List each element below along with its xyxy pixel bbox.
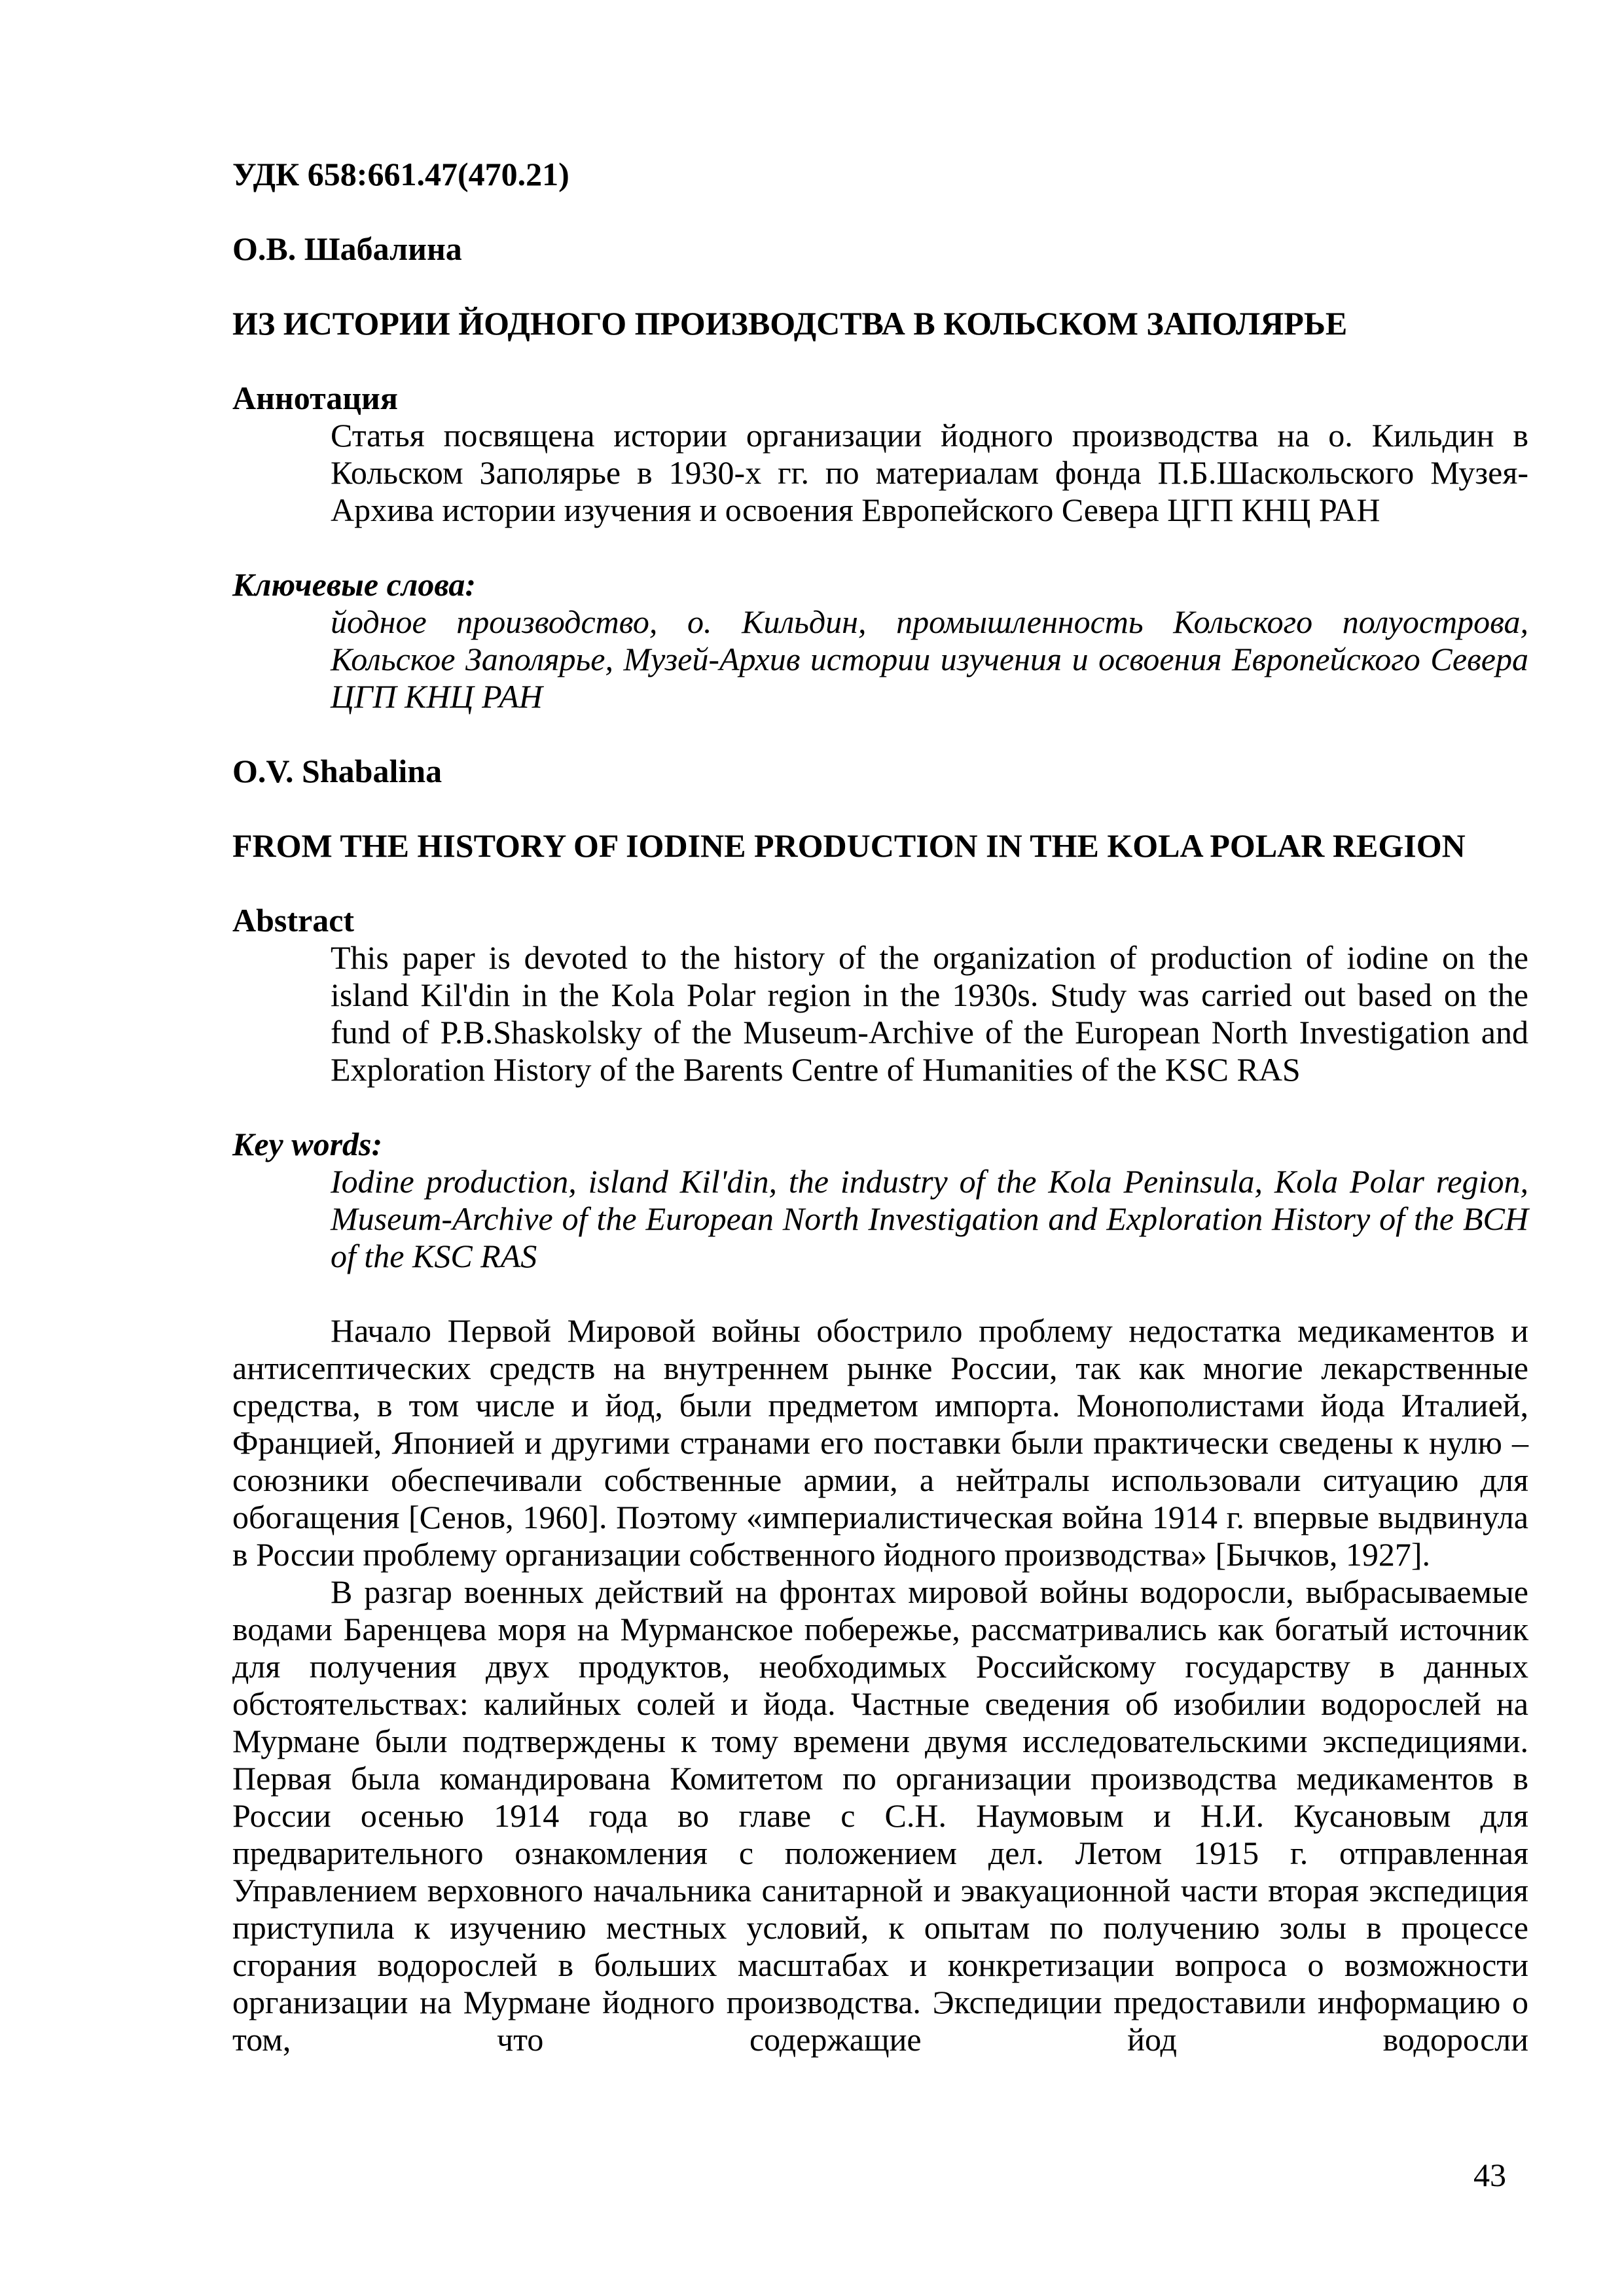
keywords-en-heading: Key words:: [232, 1126, 383, 1162]
udc-line: УДК 658:661.47(470.21): [232, 156, 569, 192]
article-page: [232, 156, 1528, 2058]
author-en: O.V. Shabalina: [232, 753, 442, 789]
author-ru: О.В. Шабалина: [232, 230, 462, 267]
abstract-text: This paper is devoted to the history of the organization of production of iodine on the island Kil'din in the Kola Polar region in the 1930s. Study was carried out based on the fund of P.B.Shaskolsky of the Museum-Archive of the European North Investigation and Exploration History of the Barents Centre of Humanities of the KSC RAS: [331, 939, 1528, 1088]
annotation-text: Статья посвящена истории организации йодного производства на о. Кильдин в Кольском Заполярье в 1930-х гг. по материалам фонда П.Б.Шаскольского Музея-Архива истории изучения и освоения Европейского Севера ЦГП КНЦ РАН: [331, 417, 1528, 528]
keywords-ru-text: йодное производство, о. Кильдин, промышленность Кольского полуострова, Кольское Заполярье, Музей-Архив истории изучения и освоения Европейского Севера ЦГП КНЦ РАН: [331, 603, 1528, 715]
body-paragraph: Начало Первой Мировой войны обострило проблему недостатка медикаментов и антисептических средств на внутреннем рынке России, так как многие лекарственные средства, в том числе и йод, были предметом импорта. Монополистами йода Италией, Францией, Японией и другими странами его поставки были практически сведены к нулю – союзники обеспечивали собственные армии, а нейтралы использовали ситуацию для обогащения [Сенов, 1960]. Поэтому «империалистическая война 1914 г. впервые выдвинула в России проблему организации собственного йодного производства» [Бычков, 1927].: [232, 1312, 1528, 1573]
article-title-en: FROM THE HISTORY OF IODINE PRODUCTION IN THE KOLA POLAR REGION: [232, 827, 1466, 864]
keywords-ru-heading: Ключевые слова:: [232, 566, 477, 603]
keywords-en-text: Iodine production, island Kil'din, the industry of the Kola Peninsula, Kola Polar region, Museum-Archive of the European North Investigation and Exploration History of the BCH of the KSC RAS: [331, 1163, 1528, 1274]
article-title-ru: ИЗ ИСТОРИИ ЙОДНОГО ПРОИЗВОДСТВА В КОЛЬСКОМ ЗАПОЛЯРЬЕ: [232, 305, 1348, 342]
annotation-heading: Аннотация: [232, 380, 398, 416]
abstract-heading: Abstract: [232, 902, 355, 939]
page-number: 43: [1473, 2157, 1506, 2193]
body-paragraph: В разгар военных действий на фронтах мировой войны водоросли, выбрасываемые водами Баренцева моря на Мурманское побережье, рассматривались как богатый источник для получения двух продуктов, необходимых Российскому государству в данных обстоятельствах: калийных солей и йода. Частные сведения об изобилии водорослей на Мурмане были подтверждены к тому времени двумя исследовательскими экспедициями. Первая была командирована Комитетом по организации производства медикаментов в России осенью 1914 года во главе с С.Н. Наумовым и Н.И. Кусановым для предварительного ознакомления с положением дел. Летом 1915 г. отправленная Управлением верховного начальника санитарной и эвакуационной части вторая экспедиция приступила к изучению местных условий, к опытам по получению золы в процессе сгорания водорослей в больших масштабах и конкретизации вопроса о возможности организации на Мурмане йодного производства. Экспедиции предоставили информацию о том, что содержащие йод водоросли: [232, 1573, 1528, 2058]
